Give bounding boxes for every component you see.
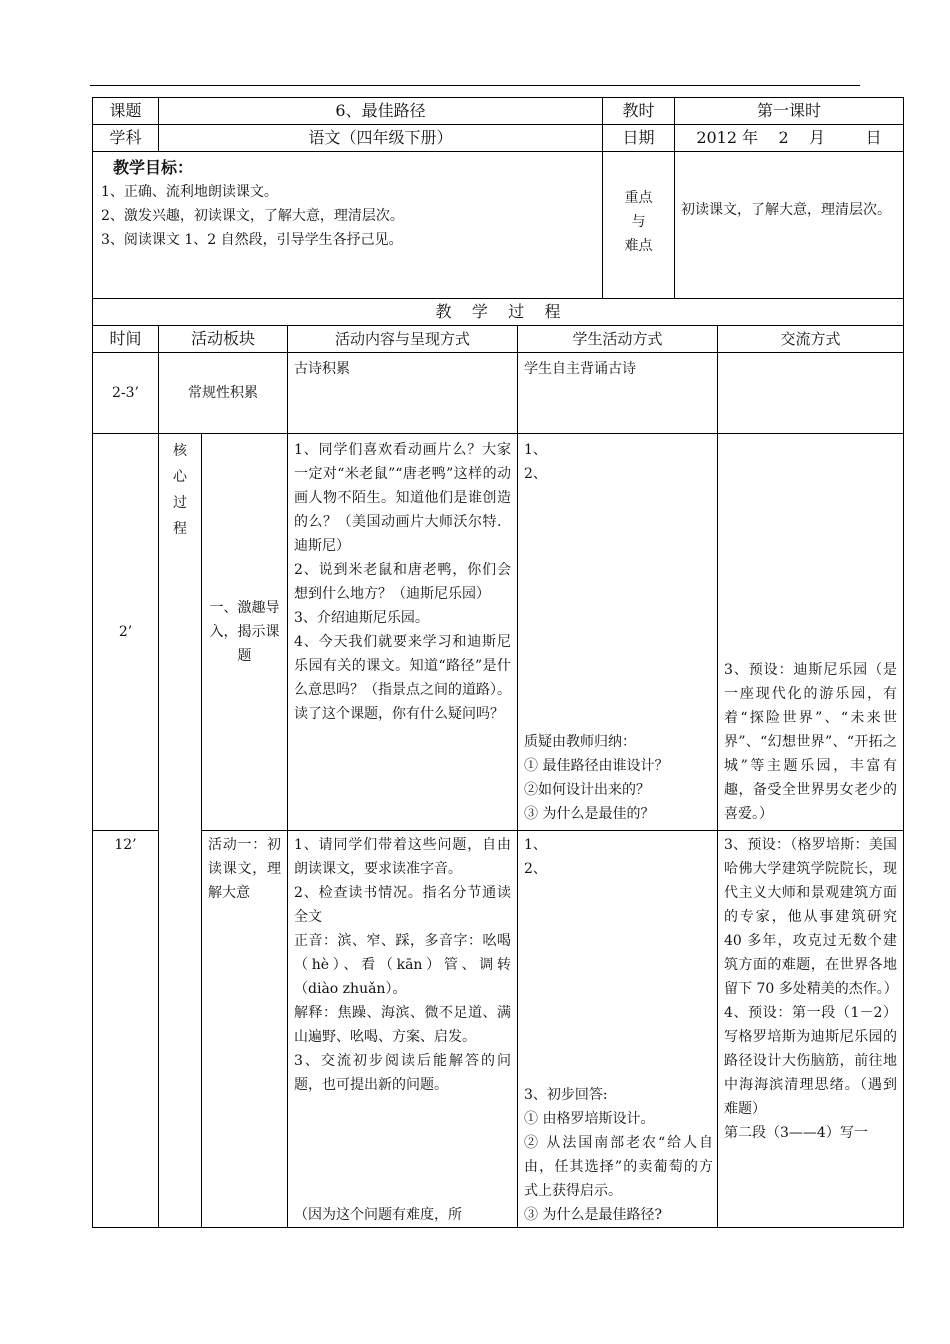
subject-value: 语文（四年级下册） bbox=[159, 125, 603, 152]
objectives-title: 教学目标： bbox=[113, 158, 194, 177]
content-paragraph: 2、检查读书情况。指名分节通读全文 bbox=[294, 885, 512, 925]
col-time: 时间 bbox=[93, 326, 159, 353]
time-cell: 2’ bbox=[93, 434, 159, 831]
period-value: 第一课时 bbox=[675, 98, 904, 125]
content-paragraph: 3、交流初步阅读后能解答的问题，也可提出新的问题。 bbox=[294, 1053, 512, 1093]
col-content: 活动内容与呈现方式 bbox=[288, 326, 518, 353]
exchange-cell: 3、预设：迪斯尼乐园（是一座现代化的游乐园，有着“探险世界”、“未来世界”、“幻想世界”、“开拓之城”等主题乐园，丰富有趣，备受全世界男女老少的喜爱。） bbox=[718, 434, 904, 831]
content-paragraph: 解释：焦躁、海滨、微不足道、满山遍野、吆喝、方案、启发。 bbox=[294, 1005, 512, 1045]
focus-label-cell bbox=[603, 152, 675, 299]
content-paragraph: 2、说到米老鼠和唐老鸭，你们会想到什么地方？（迪斯尼乐园） bbox=[294, 562, 512, 602]
focus-label: 与 bbox=[631, 214, 646, 230]
exchange-cell bbox=[718, 831, 904, 1228]
content-paragraph: 1、同学们喜欢看动画片么？大家一定对“米老鼠”“唐老鸭”这样的动画人物不陌生。知道他们是谁创造的么？（美国动画片大师沃尔特．迪斯尼） bbox=[294, 442, 512, 554]
col-exchange: 交流方式 bbox=[718, 326, 904, 353]
time-cell: 12’ bbox=[93, 831, 159, 1228]
exchange-paragraph: 3、预设：（格罗培斯：美国哈佛大学建筑学院院长，现代主义大师和景观建筑方面的专家，他从事建筑研究 40 多年，攻克过无数个建筑方面的难题，在世界各地留下 70 多处精美的杰作。） bbox=[724, 837, 898, 997]
label-period: 教时 bbox=[603, 98, 675, 125]
objectives-cell bbox=[93, 152, 603, 299]
focus-label: 难点 bbox=[624, 238, 653, 254]
content-cell: 古诗积累 bbox=[288, 353, 518, 434]
objective-item: 3、阅读课文 1、2 自然段，引导学生各抒己见。 bbox=[101, 232, 403, 248]
content-paragraph: 1、请同学们带着这些问题，自由朗读课文，要求读准字音。 bbox=[294, 837, 512, 877]
label-lesson: 课题 bbox=[93, 98, 159, 125]
header-table bbox=[92, 97, 904, 326]
block-cell: 一、激趣导入，揭示课题 bbox=[202, 434, 288, 831]
focus-label: 重点 bbox=[624, 190, 653, 206]
process-title: 教 学 过 程 bbox=[93, 299, 904, 326]
content-paragraph: 3、介绍迪斯尼乐园。 bbox=[294, 610, 429, 626]
time-cell: 2-3’ bbox=[93, 353, 159, 434]
lesson-title: 6、最佳路径 bbox=[159, 98, 603, 125]
process-table bbox=[92, 326, 904, 1228]
block-cell: 活动一：初读课文，理解大意 bbox=[202, 831, 288, 1228]
objective-item: 2、激发兴趣，初读课文，了解大意，理清层次。 bbox=[101, 208, 404, 224]
exchange-paragraph: 第二段（3——4）写一 bbox=[724, 1125, 868, 1141]
content-paragraph: （因为这个问题有难度，所 bbox=[294, 1207, 463, 1223]
exchange-paragraph: 4、预设：第一段（1－2）写格罗培斯为迪斯尼乐园的路径设计大伤脑筋，前往地中海海滨清理思绪。（遇到难题） bbox=[724, 1005, 897, 1117]
objective-item: 1、正确、流利地朗读课文。 bbox=[101, 184, 278, 200]
student-cell: 学生自主背诵古诗 bbox=[518, 353, 718, 434]
header-rule bbox=[90, 85, 860, 86]
student-cell: 1、 2、 质疑由教师归纳： ① 最佳路径由谁设计？ ②如何设计出来的？ ③ 为什么是最佳的？ bbox=[518, 434, 718, 831]
col-student: 学生活动方式 bbox=[518, 326, 718, 353]
core-process-label: 核 心 过 程 bbox=[159, 434, 202, 1228]
content-paragraph: 正音：滨、窄、踩，多音字：吆喝（hè）、看（kān）管、调转（diào zhuǎn）。 bbox=[294, 933, 512, 997]
col-block: 活动板块 bbox=[159, 326, 288, 353]
content-cell bbox=[288, 831, 518, 1228]
student-cell: 1、 2、 3、初步回答: ① 由格罗培斯设计。 ② 从法国南部老农“给人自由，任其选择”的卖葡萄的方式上获得启示。 ③ 为什么是最佳路径? bbox=[518, 831, 718, 1228]
date-value: 2012 年 2 月 日 bbox=[675, 125, 904, 152]
label-date: 日期 bbox=[603, 125, 675, 152]
content-paragraph: 4、今天我们就要来学习和迪斯尼乐园有关的课文。知道“路径”是什么意思吗？（指景点之间的道路）。读了这个课题，你有什么疑问吗？ bbox=[294, 634, 512, 722]
lesson-plan bbox=[92, 97, 904, 1228]
block-cell: 常规性积累 bbox=[159, 353, 288, 434]
label-subject: 学科 bbox=[93, 125, 159, 152]
exchange-cell bbox=[718, 353, 904, 434]
focus-text: 初读课文，了解大意，理清层次。 bbox=[675, 152, 904, 299]
content-cell bbox=[288, 434, 518, 831]
